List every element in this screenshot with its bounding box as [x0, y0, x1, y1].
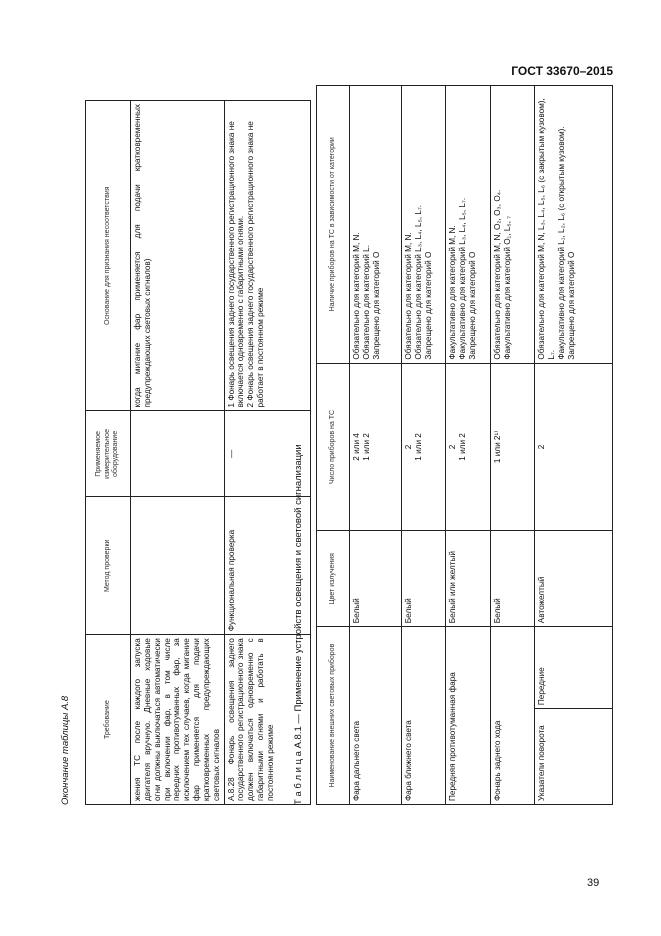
- col-header-count: Число приборов на ТС: [317, 363, 350, 531]
- col-header-basis: Основание для признания несоответствия: [86, 101, 131, 411]
- table-row: [446, 86, 491, 805]
- cell-count: 2: [535, 363, 613, 531]
- cell-count: 2 1 или 2: [446, 363, 491, 531]
- cell-method: Функциональная проверка: [224, 497, 310, 635]
- table-row: [535, 86, 613, 805]
- cell-name: Фара дальнего света: [350, 627, 402, 805]
- table-a81: [316, 85, 613, 805]
- table-header-row: [317, 86, 350, 805]
- cell-presence: Факультативно для категорий M, N. Факультативно для категорий L₃, L₄, L₅, L₇. Запрещено для категорий O: [446, 86, 491, 364]
- col-header-presence: Наличие приборов на ТС в зависимости от категории: [317, 86, 350, 364]
- cell-requirement: жения ТС после каждого запуска двигателя вручную. Дневные ходовые огни должны выключаться автоматически при включении фар, в том числе передних противотуманных фар, за исключением тех случаев, когда мигание фар применяется для подачи кратковременных предупреждающих световых сигналов: [131, 635, 225, 805]
- cell-count: 1 или 2¹⁾: [491, 363, 535, 531]
- rotated-page-content: [60, 85, 620, 805]
- table-header-row: [86, 101, 131, 805]
- cell-color: Белый: [402, 531, 446, 627]
- cell-name: Передняя противотуманная фара: [446, 627, 491, 805]
- cell-color: Автожелтый: [535, 531, 613, 627]
- cell-color: Белый: [491, 531, 535, 627]
- cell-color: Белый или желтый: [446, 531, 491, 627]
- cell-name: Фара ближнего света: [402, 627, 446, 805]
- page-number: 39: [587, 877, 600, 889]
- cell-equipment: [131, 411, 225, 497]
- cell-basis: 1 Фонарь освещения заднего государственного регистрационного знака не включается одновременно с габаритными огнями. 2 Фонарь освещения заднего государственного регистрационного знака не работает в постоянном режиме: [224, 101, 310, 411]
- cell-presence: Обязательно для категорий M, N, L₃, L₄, L₅, L₆ (с закрытым кузовом), L₇. Факультативно для категорий L₁, L₂, L₆ (с открытым кузовом). Запрещено для категорий O: [535, 86, 613, 364]
- table-row: [491, 86, 535, 805]
- cell-basis: когда мигание фар применяется для подачи кратковременных предупреждающих световых сигналов): [131, 101, 225, 411]
- cell-count: 2 1 или 2: [402, 363, 446, 531]
- continuation-title: Окончание таблицы А.8: [60, 695, 71, 805]
- table-row: [131, 101, 225, 805]
- cell-color: Белый: [350, 531, 402, 627]
- cell-name: Фонарь заднего хода: [491, 627, 535, 805]
- col-header-color: Цвет излучения: [317, 531, 350, 627]
- document-code: ГОСТ 33670–2015: [511, 64, 613, 78]
- cell-name: Указатели поворота: [535, 709, 613, 805]
- cell-count: 2 или 4 1 или 2: [350, 363, 402, 531]
- cell-presence: Обязательно для категорий M, N. Обязательно для категорий L. Запрещено для категорий O: [350, 86, 402, 364]
- col-header-method: Метод проверки: [86, 497, 131, 635]
- table-a81-title: Т а б л и ц а А.8.1 — Применение устройств освещения и световой сигнализации: [293, 444, 304, 805]
- cell-method: [131, 497, 225, 635]
- cell-presence: Обязательно для категорий M, N. Обязательно для категорий L₃, L₄, L₅, L₇. Запрещено для категорий O: [402, 86, 446, 364]
- cell-presence: Обязательно для категорий M, N, O₂, O₃, O₄. Факультативно для категорий O₁, L₅, ₇: [491, 86, 535, 364]
- table-row: [402, 86, 446, 805]
- cell-equipment: —: [224, 411, 310, 497]
- table-row: [350, 86, 402, 805]
- table-a8-continuation: [85, 100, 311, 805]
- col-header-name: Наименование внешних световых приборов: [317, 627, 350, 805]
- col-header-requirement: Требование: [86, 635, 131, 805]
- cell-requirement: А.8.28 Фонарь освещения заднего государственного регистрационного знака должен включаться одновременно с габаритными огнями и работать в постоянном режиме: [224, 635, 310, 805]
- cell-subname: Передние: [535, 627, 613, 709]
- col-header-equipment: Применяемое измерительное оборудование: [86, 411, 131, 497]
